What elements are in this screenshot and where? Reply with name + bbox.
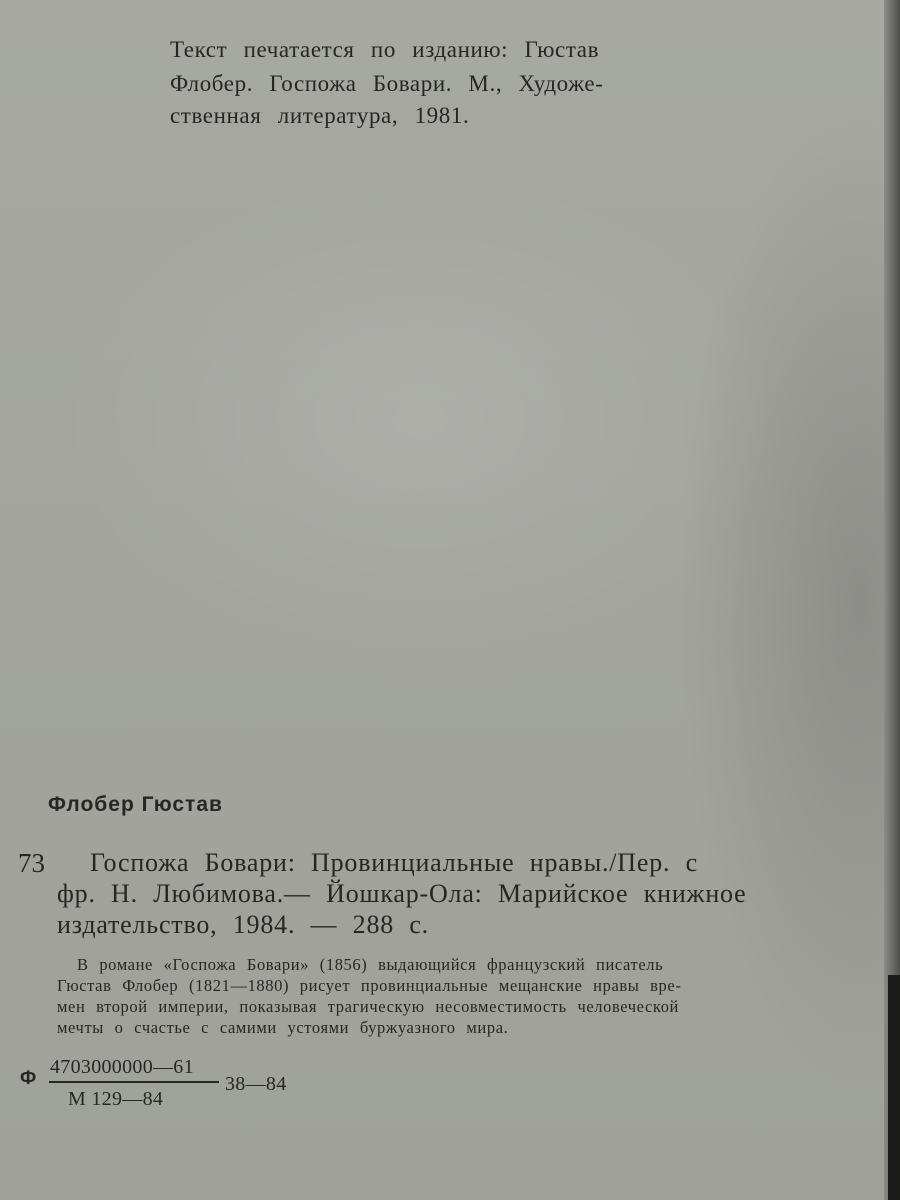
dark-edge-tab [888,975,900,1200]
fraction-line [49,1081,219,1083]
bib-entry-line-2: фр. Н. Любимова.— Йошкар-Ола: Марийское книжное [57,879,747,908]
source-note-line-1: Текст печатается по изданию: Гюстав [170,37,600,62]
annotation-line-1: В романе «Госпожа Бовари» (1856) выдающийся французский писатель [77,955,664,974]
class-number: 73 [18,848,45,878]
annotation-line-3: мен второй империи, показывая трагическую несовместимость человеческой [57,997,679,1016]
code-denominator: М 129—84 [68,1088,164,1110]
source-note-line-2: Флобер. Госпожа Бовари. М., Художе- [170,71,604,96]
code-numerator: 4703000000—61 [50,1056,194,1078]
bib-entry-line-3: издательство, 1984. — 288 с. [57,910,429,939]
bib-entry-line-1: Госпожа Бовари: Провинциальные нравы./Пер. с [90,848,698,877]
author-heading: Флобер Гюстав [48,793,223,816]
annotation-line-2: Гюстав Флобер (1821—1880) рисует провинциальные мещанские нравы вре- [57,976,682,995]
code-suffix: 38—84 [225,1073,287,1095]
phi-symbol: Ф [20,1068,37,1089]
annotation-line-4: мечты о счастье с самими устоями буржуазного мира. [57,1018,509,1037]
source-note-line-3: ственная литература, 1981. [170,103,470,128]
